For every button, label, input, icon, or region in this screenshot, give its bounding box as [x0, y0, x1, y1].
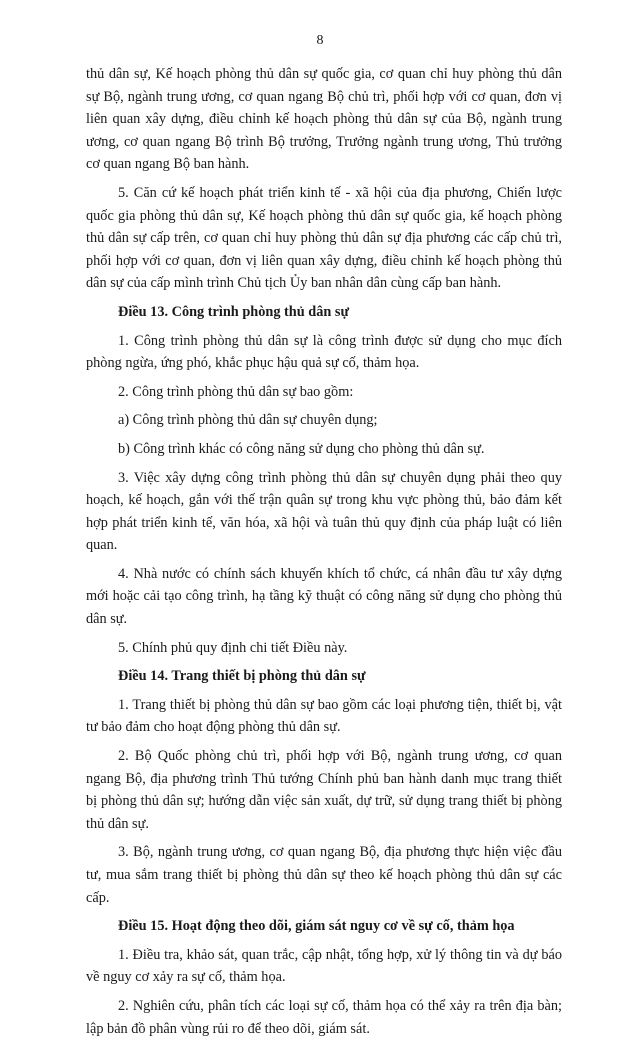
article-heading: Điều 13. Công trình phòng thủ dân sự — [118, 303, 350, 320]
paragraph: 2. Bộ Quốc phòng chủ trì, phối hợp với Bộ, ngành trung ương, cơ quan ngang Bộ, địa phương trình Thủ tướng Chính phủ ban hành danh mục trang thiết bị phòng thủ dân sự; hướng dẫn việc sản xuất, dự trữ, sử dụng trang thiết bị phòng thủ dân sự. — [86, 748, 562, 832]
list-item: b) Công trình khác có công năng sử dụng cho phòng thủ dân sự. — [118, 440, 485, 457]
document-body — [86, 63, 562, 1046]
paragraph: 2. Nghiên cứu, phân tích các loại sự cố, thảm họa có thể xảy ra trên địa bàn; lập bản đồ phân vùng rủi ro để theo dõi, giám sát. — [86, 997, 562, 1037]
paragraph: 5. Căn cứ kế hoạch phát triển kinh tế - xã hội của địa phương, Chiến lược quốc gia phòng thủ dân sự, Kế hoạch phòng thủ dân sự quốc gia, kế hoạch phòng thủ dân sự cấp trên, cơ quan chỉ huy phòng thủ dân sự địa phương các cấp chủ trì, phối hợp với cơ quan, đơn vị liên quan xây dựng, điều chỉnh kế hoạch phòng thủ dân sự của cấp mình trình Chủ tịch Ủy ban nhân dân cùng cấp ban hành. — [86, 184, 562, 292]
paragraph: 3. Việc xây dựng công trình phòng thủ dân sự chuyên dụng phải theo quy hoạch, kế hoạch, gắn với thế trận quân sự trong khu vực phòng thủ, bảo đảm kết hợp phát triển kinh tế, văn hóa, xã hội và tuân thủ quy định của pháp luật có liên quan. — [86, 469, 562, 554]
paragraph: 4. Nhà nước có chính sách khuyến khích tổ chức, cá nhân đầu tư xây dựng mới hoặc cải tạo công trình, hạ tầng kỹ thuật có công năng sử dụng cho phòng thủ dân sự. — [86, 565, 562, 628]
paragraph: 1. Trang thiết bị phòng thủ dân sự bao gồm các loại phương tiện, thiết bị, vật tư bảo đảm cho hoạt động phòng thủ dân sự. — [86, 696, 562, 736]
article-heading: Điều 14. Trang thiết bị phòng thủ dân sự — [118, 668, 366, 685]
paragraph: 1. Điều tra, khảo sát, quan trắc, cập nhật, tổng hợp, xử lý thông tin và dự báo về nguy cơ xảy ra sự cố, thảm họa. — [86, 946, 562, 986]
paragraph: 2. Công trình phòng thủ dân sự bao gồm: — [118, 383, 354, 400]
page-number: 8 — [316, 33, 324, 48]
paragraph: 3. Bộ, ngành trung ương, cơ quan ngang Bộ, địa phương thực hiện việc đầu tư, mua sắm trang thiết bị phòng thủ dân sự theo kế hoạch phòng thủ dân sự các cấp. — [86, 844, 562, 906]
article-heading: Điều 15. Hoạt động theo dõi, giám sát nguy cơ về sự cố, thảm họa — [118, 918, 515, 935]
paragraph: 5. Chính phủ quy định chi tiết Điều này. — [118, 639, 348, 656]
paragraph: thủ dân sự, Kế hoạch phòng thủ dân sự quốc gia, cơ quan chỉ huy phòng thủ dân sự Bộ, ngành trung ương, cơ quan ngang Bộ chủ trì, phối hợp với cơ quan, đơn vị liên quan xây dựng, điều chỉnh kế hoạch phòng thủ dân sự của Bộ, ngành trung ương, cơ quan ngang Bộ trình Bộ trưởng, Trưởng ngành trung ương, Thủ trưởng cơ quan ngang Bộ ban hành. — [86, 66, 562, 173]
paragraph: 1. Công trình phòng thủ dân sự là công trình được sử dụng cho mục đích phòng ngừa, ứng phó, khắc phục hậu quả sự cố, thảm họa. — [86, 332, 562, 372]
list-item: a) Công trình phòng thủ dân sự chuyên dụng; — [118, 412, 378, 429]
